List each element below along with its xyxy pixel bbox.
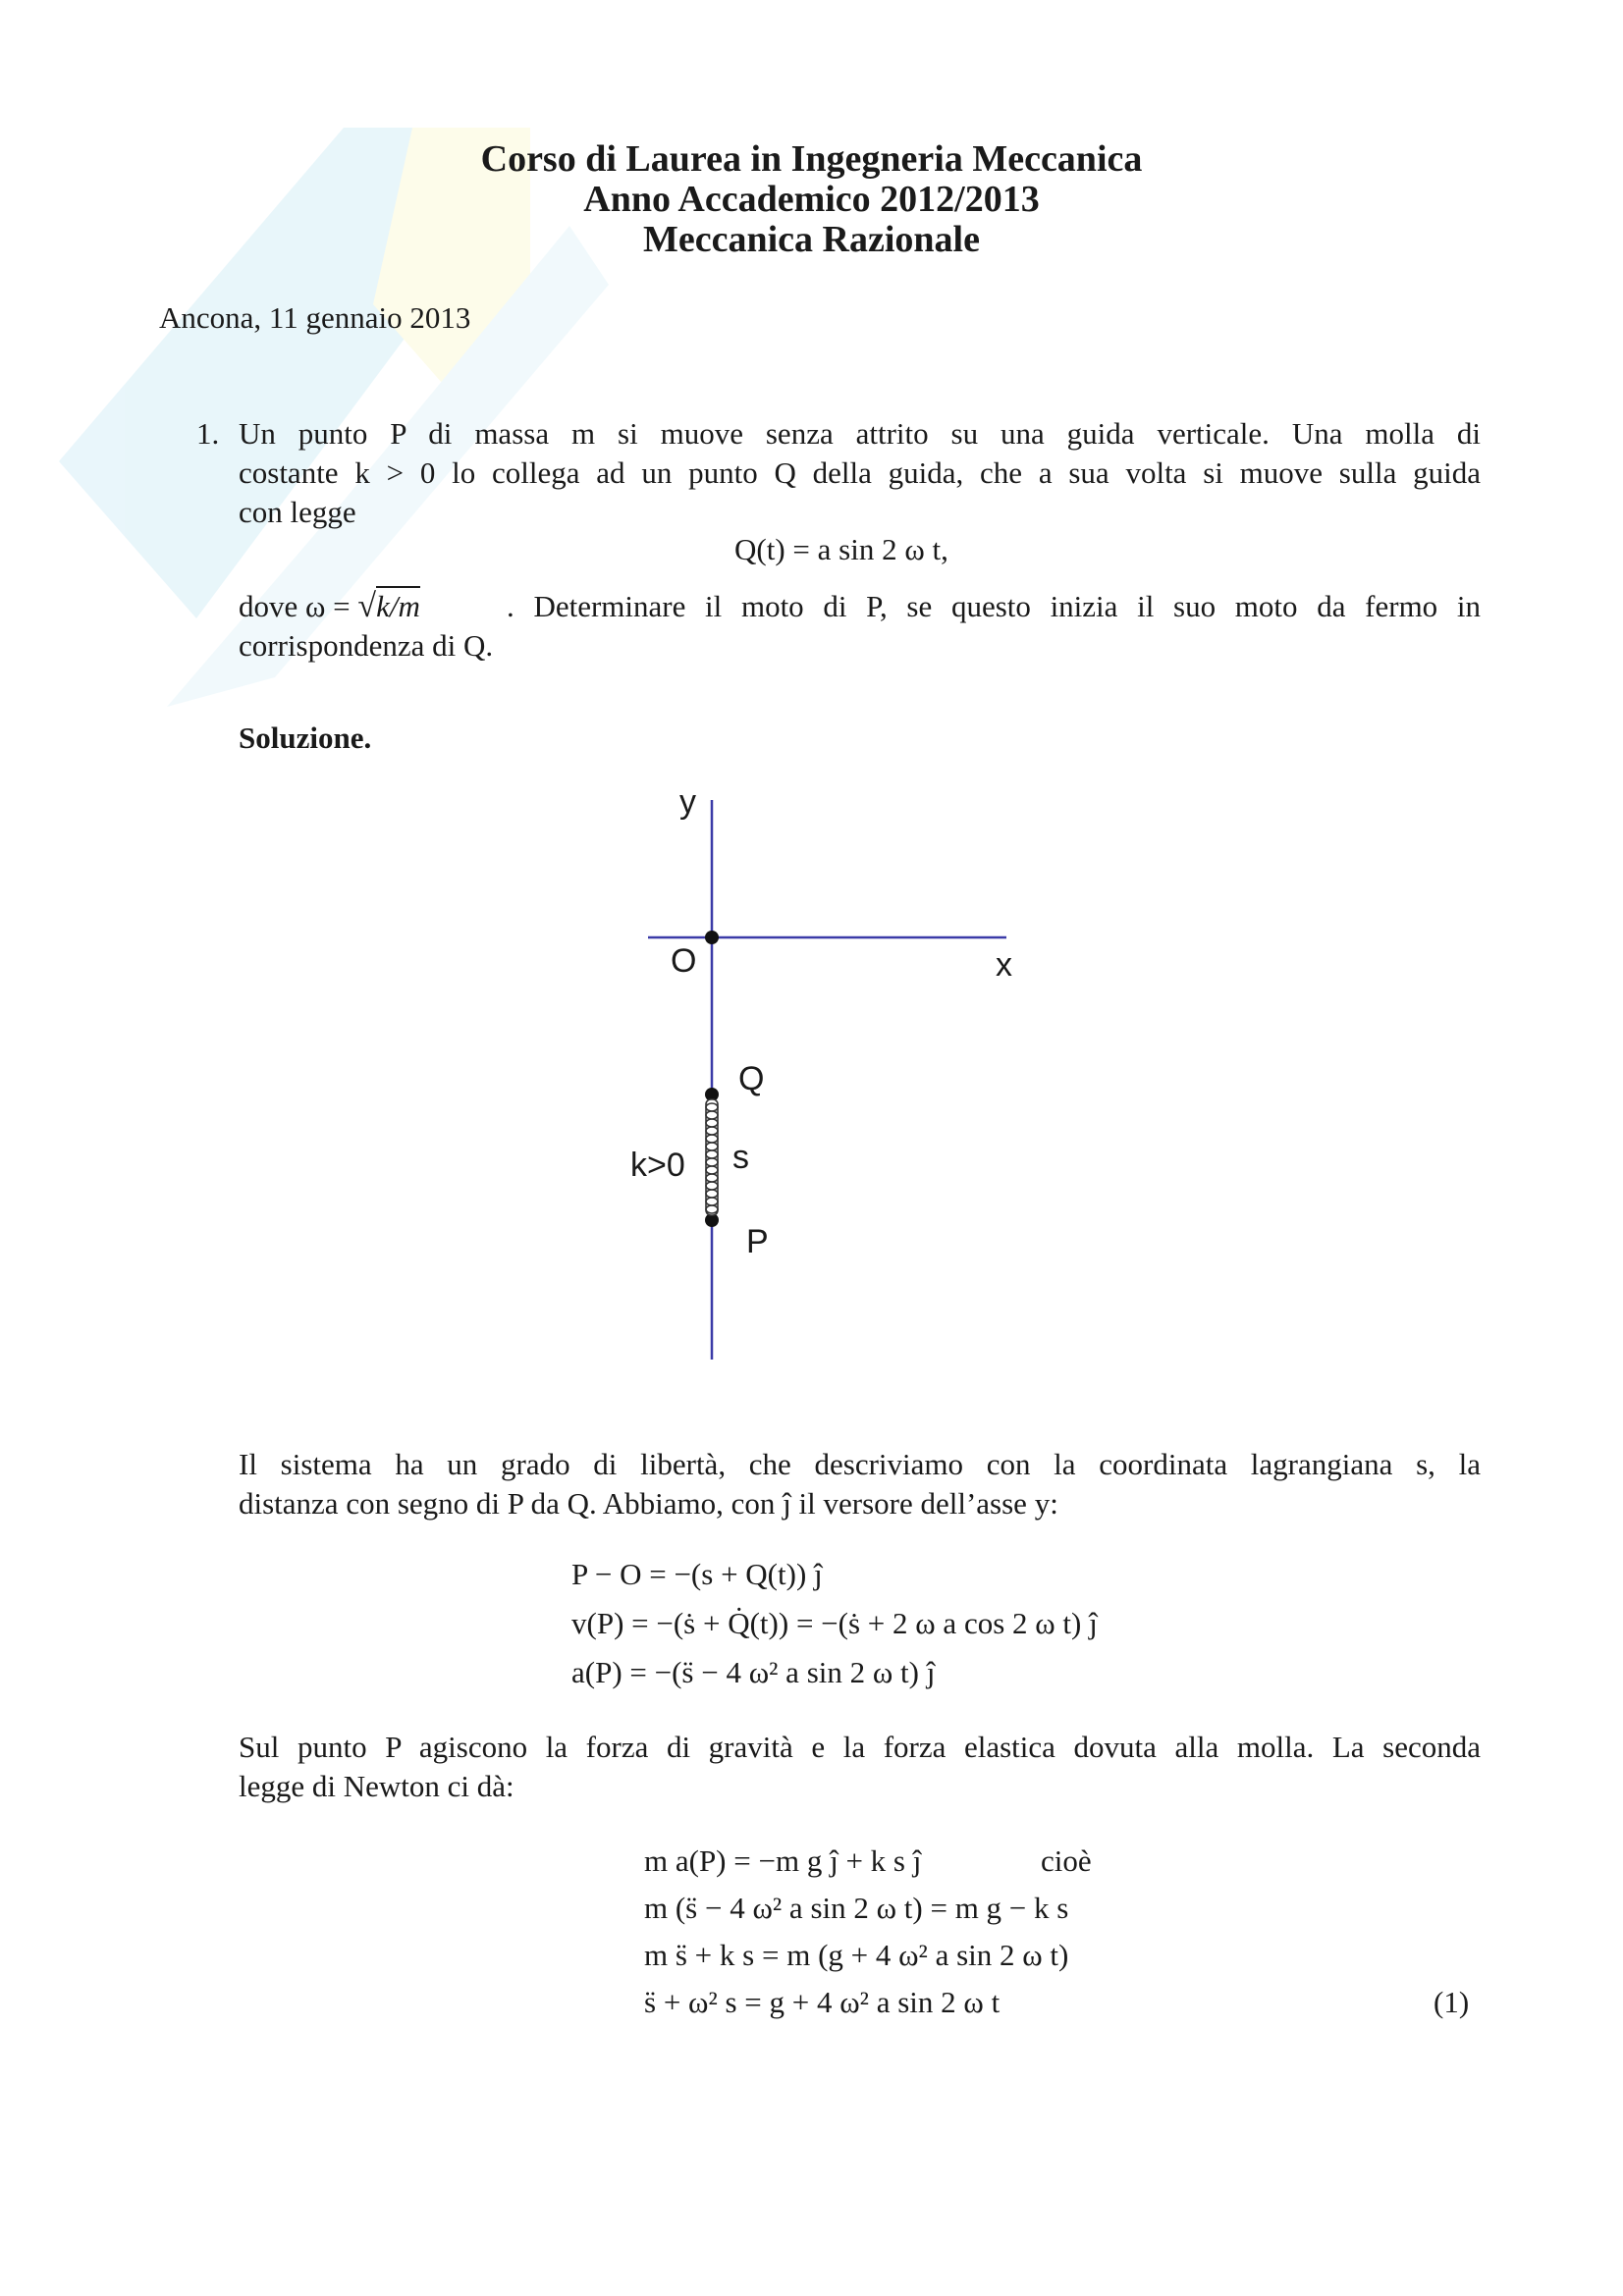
omega-definition: dove ω =: [239, 589, 358, 623]
equation-newton-word: cioè: [1041, 1843, 1092, 1878]
equation-expanded: m (s̈ − 4 ω² a sin 2 ω t) = m g − k s: [644, 1891, 1069, 1925]
label-origin: O: [671, 942, 697, 980]
label-q: Q: [738, 1060, 765, 1097]
problem-line-3: con legge: [239, 495, 356, 529]
motion-law: Q(t) = a sin 2 ω t,: [734, 532, 948, 566]
solution-heading: Soluzione.: [239, 721, 372, 755]
origin-point: [705, 931, 719, 944]
problem-line-2: costante k > 0 lo collega ad un punto Q della guida, che a sua volta si muove sulla guida: [239, 455, 1481, 490]
equation-newton: m a(P) = −m g ĵ + k s ĵ: [644, 1843, 922, 1878]
academic-year: Anno Accademico 2012/2013: [583, 179, 1040, 220]
equation-number: (1): [1434, 1985, 1470, 2019]
date-line: Ancona, 11 gennaio 2013: [159, 300, 471, 335]
paragraph-3-line-2: distanza con segno di P da Q. Abbiamo, con ĵ il versore dell’asse y:: [239, 1486, 1058, 1521]
paragraph-4-line-1: Sul punto P agiscono la forza di gravità e la forza elastica dovuta alla molla. La seconda: [239, 1730, 1481, 1764]
label-p: P: [746, 1223, 769, 1260]
subject-title: Meccanica Razionale: [643, 219, 980, 260]
sqrt-argument: k/m: [376, 586, 420, 623]
label-x: x: [996, 946, 1012, 984]
problem-number: 1.: [196, 416, 220, 451]
paragraph-4-line-2: legge di Newton ci dà:: [239, 1769, 514, 1803]
spring-diagram: [589, 775, 1080, 1374]
problem-line-4-rest: . Determinare il moto di P, se questo inizia il suo moto da fermo in: [507, 589, 1481, 623]
equation-rearranged: m s̈ + k s = m (g + 4 ω² a sin 2 ω t): [644, 1938, 1069, 1972]
problem-line-1: Un punto P di massa m si muove senza attrito su una guida verticale. Una molla di: [239, 416, 1481, 451]
problem-line-4: [239, 587, 420, 626]
spring-icon: [706, 1099, 718, 1215]
label-y: y: [679, 783, 696, 821]
paragraph-3-line-1: Il sistema ha un grado di libertà, che descriviamo con la coordinata lagrangiana s, la: [239, 1447, 1481, 1481]
problem-line-5: corrispondenza di Q.: [239, 628, 494, 663]
course-title: Corso di Laurea in Ingegneria Meccanica: [480, 138, 1143, 180]
label-k: k>0: [630, 1147, 685, 1184]
equation-position: P − O = −(s + Q(t)) ĵ: [571, 1557, 823, 1591]
sqrt-icon: √: [357, 588, 377, 624]
equation-acceleration: a(P) = −(s̈ − 4 ω² a sin 2 ω t) ĵ: [571, 1655, 936, 1689]
equation-velocity: v(P) = −(ṡ + Q̇(t)) = −(ṡ + 2 ω a cos 2 ω t) ĵ: [571, 1606, 1098, 1640]
equation-final: s̈ + ω² s = g + 4 ω² a sin 2 ω t: [644, 1985, 1001, 2019]
label-s: s: [732, 1139, 749, 1176]
